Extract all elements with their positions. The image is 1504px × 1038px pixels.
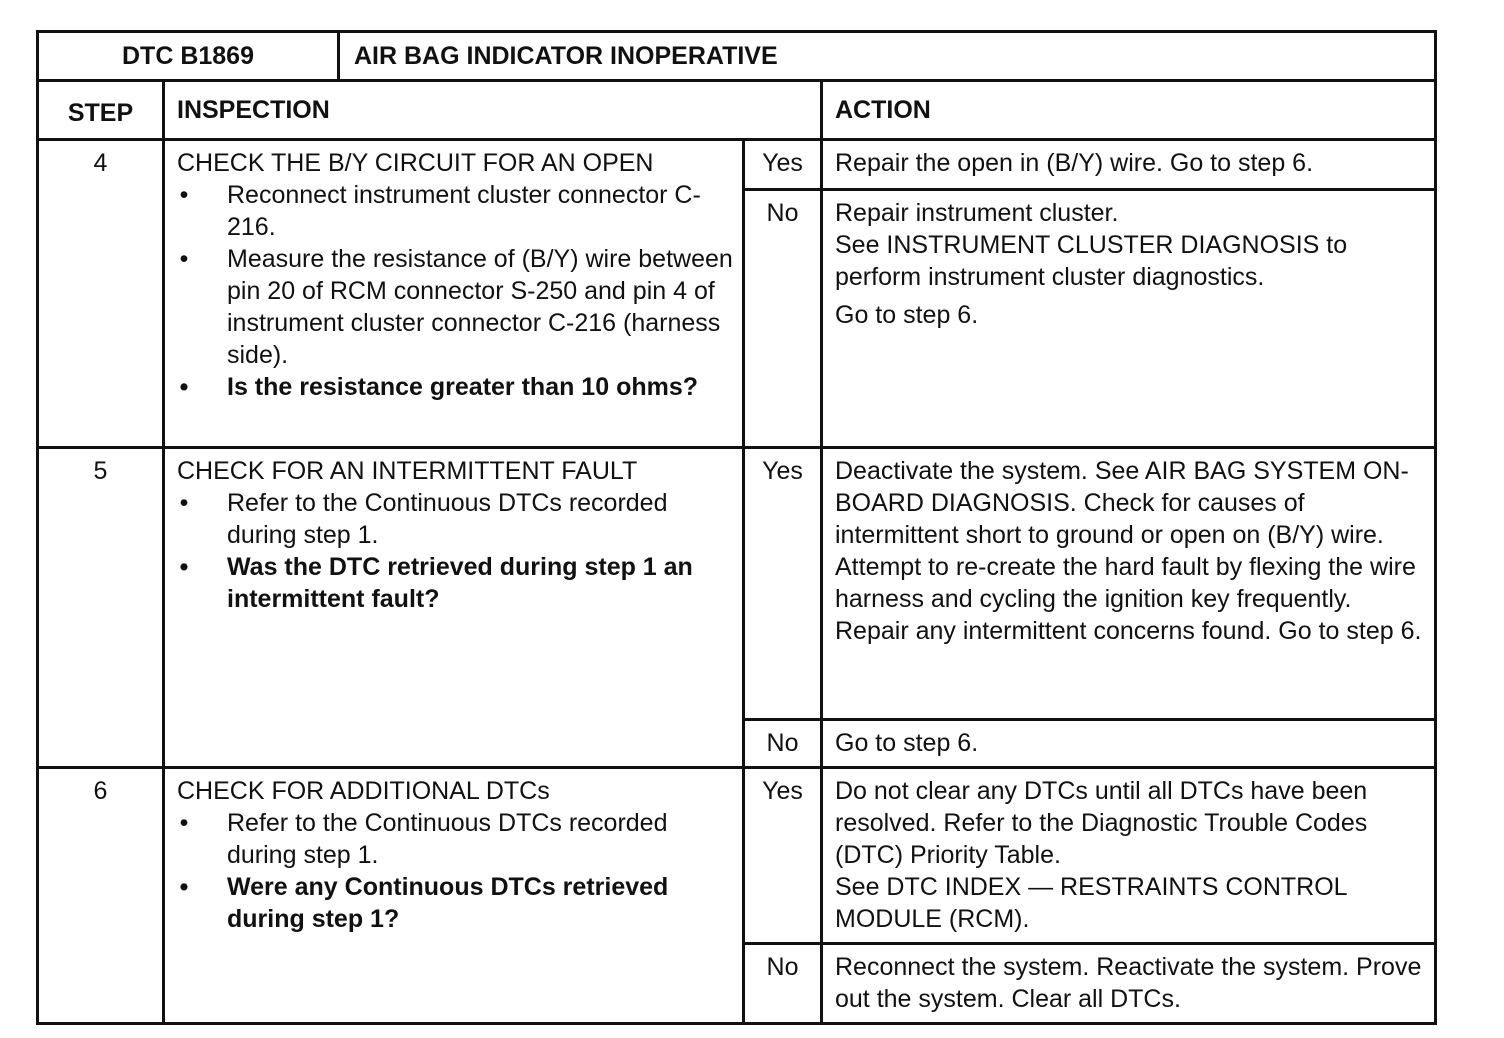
step-number: 4 — [38, 140, 164, 448]
action-column-header: ACTION — [822, 81, 1436, 140]
inspection-cell — [164, 140, 744, 448]
inspection-bullets — [177, 487, 734, 615]
inspection-title: CHECK THE B/Y CIRCUIT FOR AN OPEN — [177, 149, 654, 177]
yes-action: Repair the open in (B/Y) wire. Go to step 6. — [822, 140, 1436, 190]
inspection-cell — [164, 768, 744, 1024]
inspection-cell — [164, 448, 744, 768]
title-row — [38, 32, 1436, 81]
inspection-title: CHECK FOR AN INTERMITTENT FAULT — [177, 457, 638, 485]
no-label: No — [744, 720, 822, 768]
inspection-question: • Is the resistance greater than 10 ohms? — [179, 373, 699, 401]
step-column-header: STEP — [38, 81, 164, 140]
list-item: • Reconnect instrument cluster connector C-216. — [179, 181, 701, 241]
list-item: • Refer to the Continuous DTCs recorded during step 1. — [179, 809, 668, 869]
yes-label: Yes — [744, 448, 822, 720]
inspection-column-header: INSPECTION — [164, 81, 822, 140]
inspection-bullets — [177, 179, 734, 403]
yes-action: Deactivate the system. See AIR BAG SYSTEM ON-BOARD DIAGNOSIS. Check for causes of intermittent short to ground or open on (B/Y) wire. Attempt to re-create the hard fault by flexing the wire harness and cycling the ignition key frequently. Repair any intermittent concerns found. Go to step 6. — [822, 448, 1436, 720]
no-action: Repair instrument cluster. See INSTRUMENT CLUSTER DIAGNOSIS to perform instrument cluster diagnostics. Go to step 6. — [822, 190, 1436, 448]
no-action: Go to step 6. — [822, 720, 1436, 768]
yes-label: Yes — [744, 768, 822, 944]
inspection-question: • Was the DTC retrieved during step 1 an intermittent fault? — [179, 553, 693, 613]
step-row-4-yes — [38, 140, 1436, 190]
step-row-6-yes — [38, 768, 1436, 944]
dtc-title: AIR BAG INDICATOR INOPERATIVE — [339, 32, 1436, 81]
yes-label: Yes — [744, 140, 822, 190]
yes-action: Do not clear any DTCs until all DTCs have been resolved. Refer to the Diagnostic Trouble Codes (DTC) Priority Table. See DTC INDEX — RESTRAINTS CONTROL MODULE (RCM). — [822, 768, 1436, 944]
inspection-title: CHECK FOR ADDITIONAL DTCs — [177, 777, 550, 805]
no-action: Reconnect the system. Reactivate the system. Prove out the system. Clear all DTCs. — [822, 944, 1436, 1024]
dtc-table — [36, 30, 1437, 1025]
list-item: • Refer to the Continuous DTCs recorded during step 1. — [179, 489, 668, 549]
inspection-question: • Were any Continuous DTCs retrieved during step 1? — [179, 873, 669, 933]
column-header-row — [38, 81, 1436, 140]
inspection-bullets — [177, 807, 734, 935]
step-number: 6 — [38, 768, 164, 1024]
dtc-code: DTC B1869 — [38, 32, 339, 81]
step-number: 5 — [38, 448, 164, 768]
list-item: • Measure the resistance of (B/Y) wire between pin 20 of RCM connector S-250 and pin 4 of instrument cluster connector C-216 (harness side). — [179, 245, 733, 369]
step-row-5-yes — [38, 448, 1436, 720]
no-label: No — [744, 190, 822, 448]
no-label: No — [744, 944, 822, 1024]
